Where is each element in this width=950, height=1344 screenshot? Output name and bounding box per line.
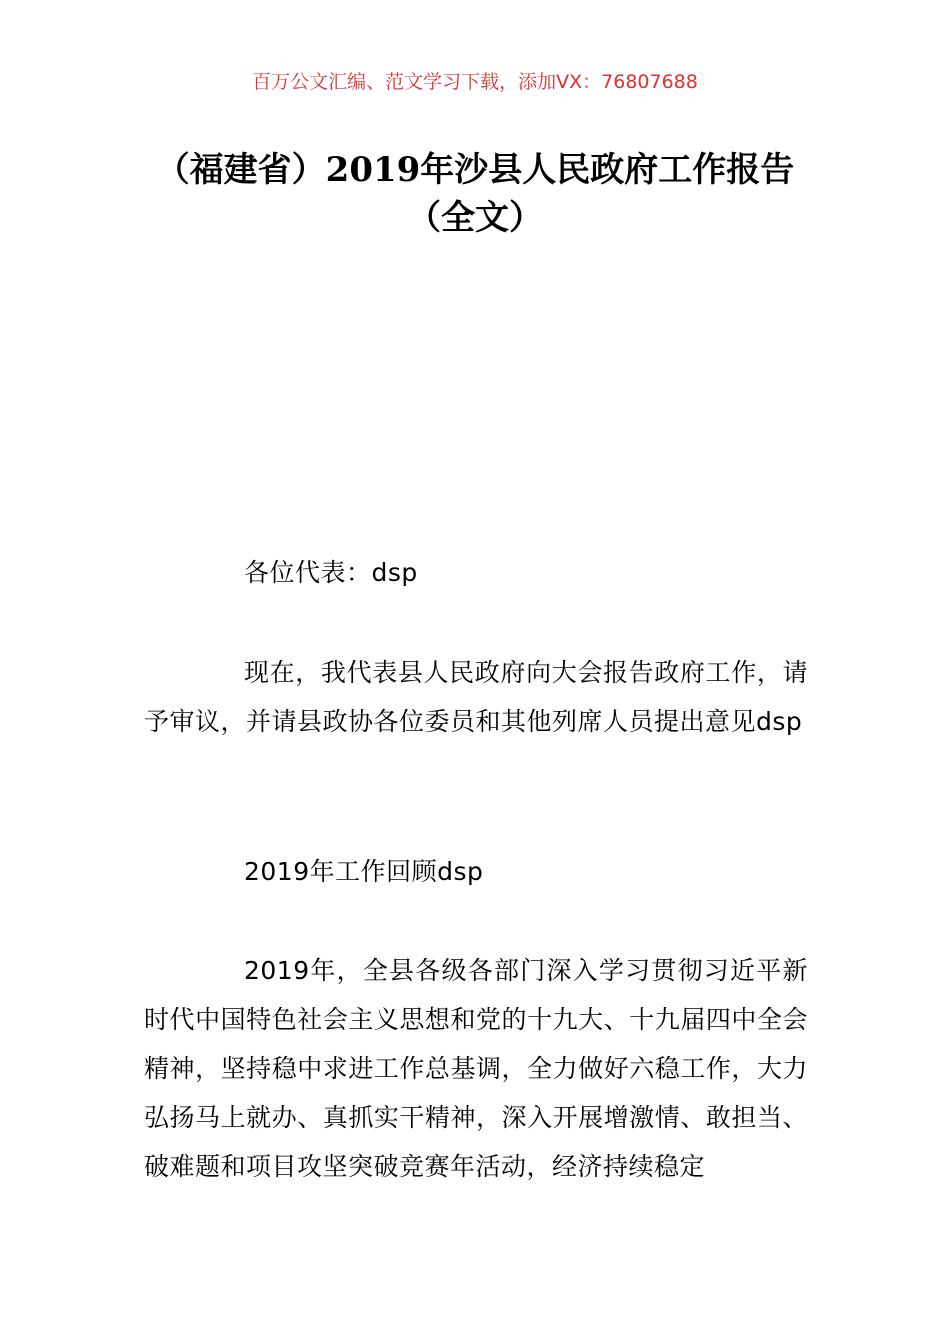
salutation-paragraph: 各位代表：dsp [244, 558, 418, 587]
intro-paragraph: 现在，我代表县人民政府向大会报告政府工作，请予审议，并请县政协各位委员和其他列席人员提出意见dsp [144, 658, 808, 736]
document-title [120, 146, 830, 242]
document-title-line-1: （福建省）2019年沙县人民政府工作报告 [155, 150, 795, 190]
header-watermark-note: 百万公文汇编、范文学习下载，添加VX：76807688 [252, 71, 698, 93]
section-heading: 2019年工作回顾dsp [244, 857, 484, 886]
review-paragraph: 2019年，全县各级各部门深入学习贯彻习近平新时代中国特色社会主义思想和党的十九大、十九届四中全会精神，坚持稳中求进工作总基调，全力做好六稳工作，大力弘扬马上就办、真抓实干精神，深入开展增激情、敢担当、破难题和项目攻坚突破竞赛年活动，经济持续稳定 [144, 956, 808, 1181]
document-title-line-2: （全文） [407, 198, 543, 238]
